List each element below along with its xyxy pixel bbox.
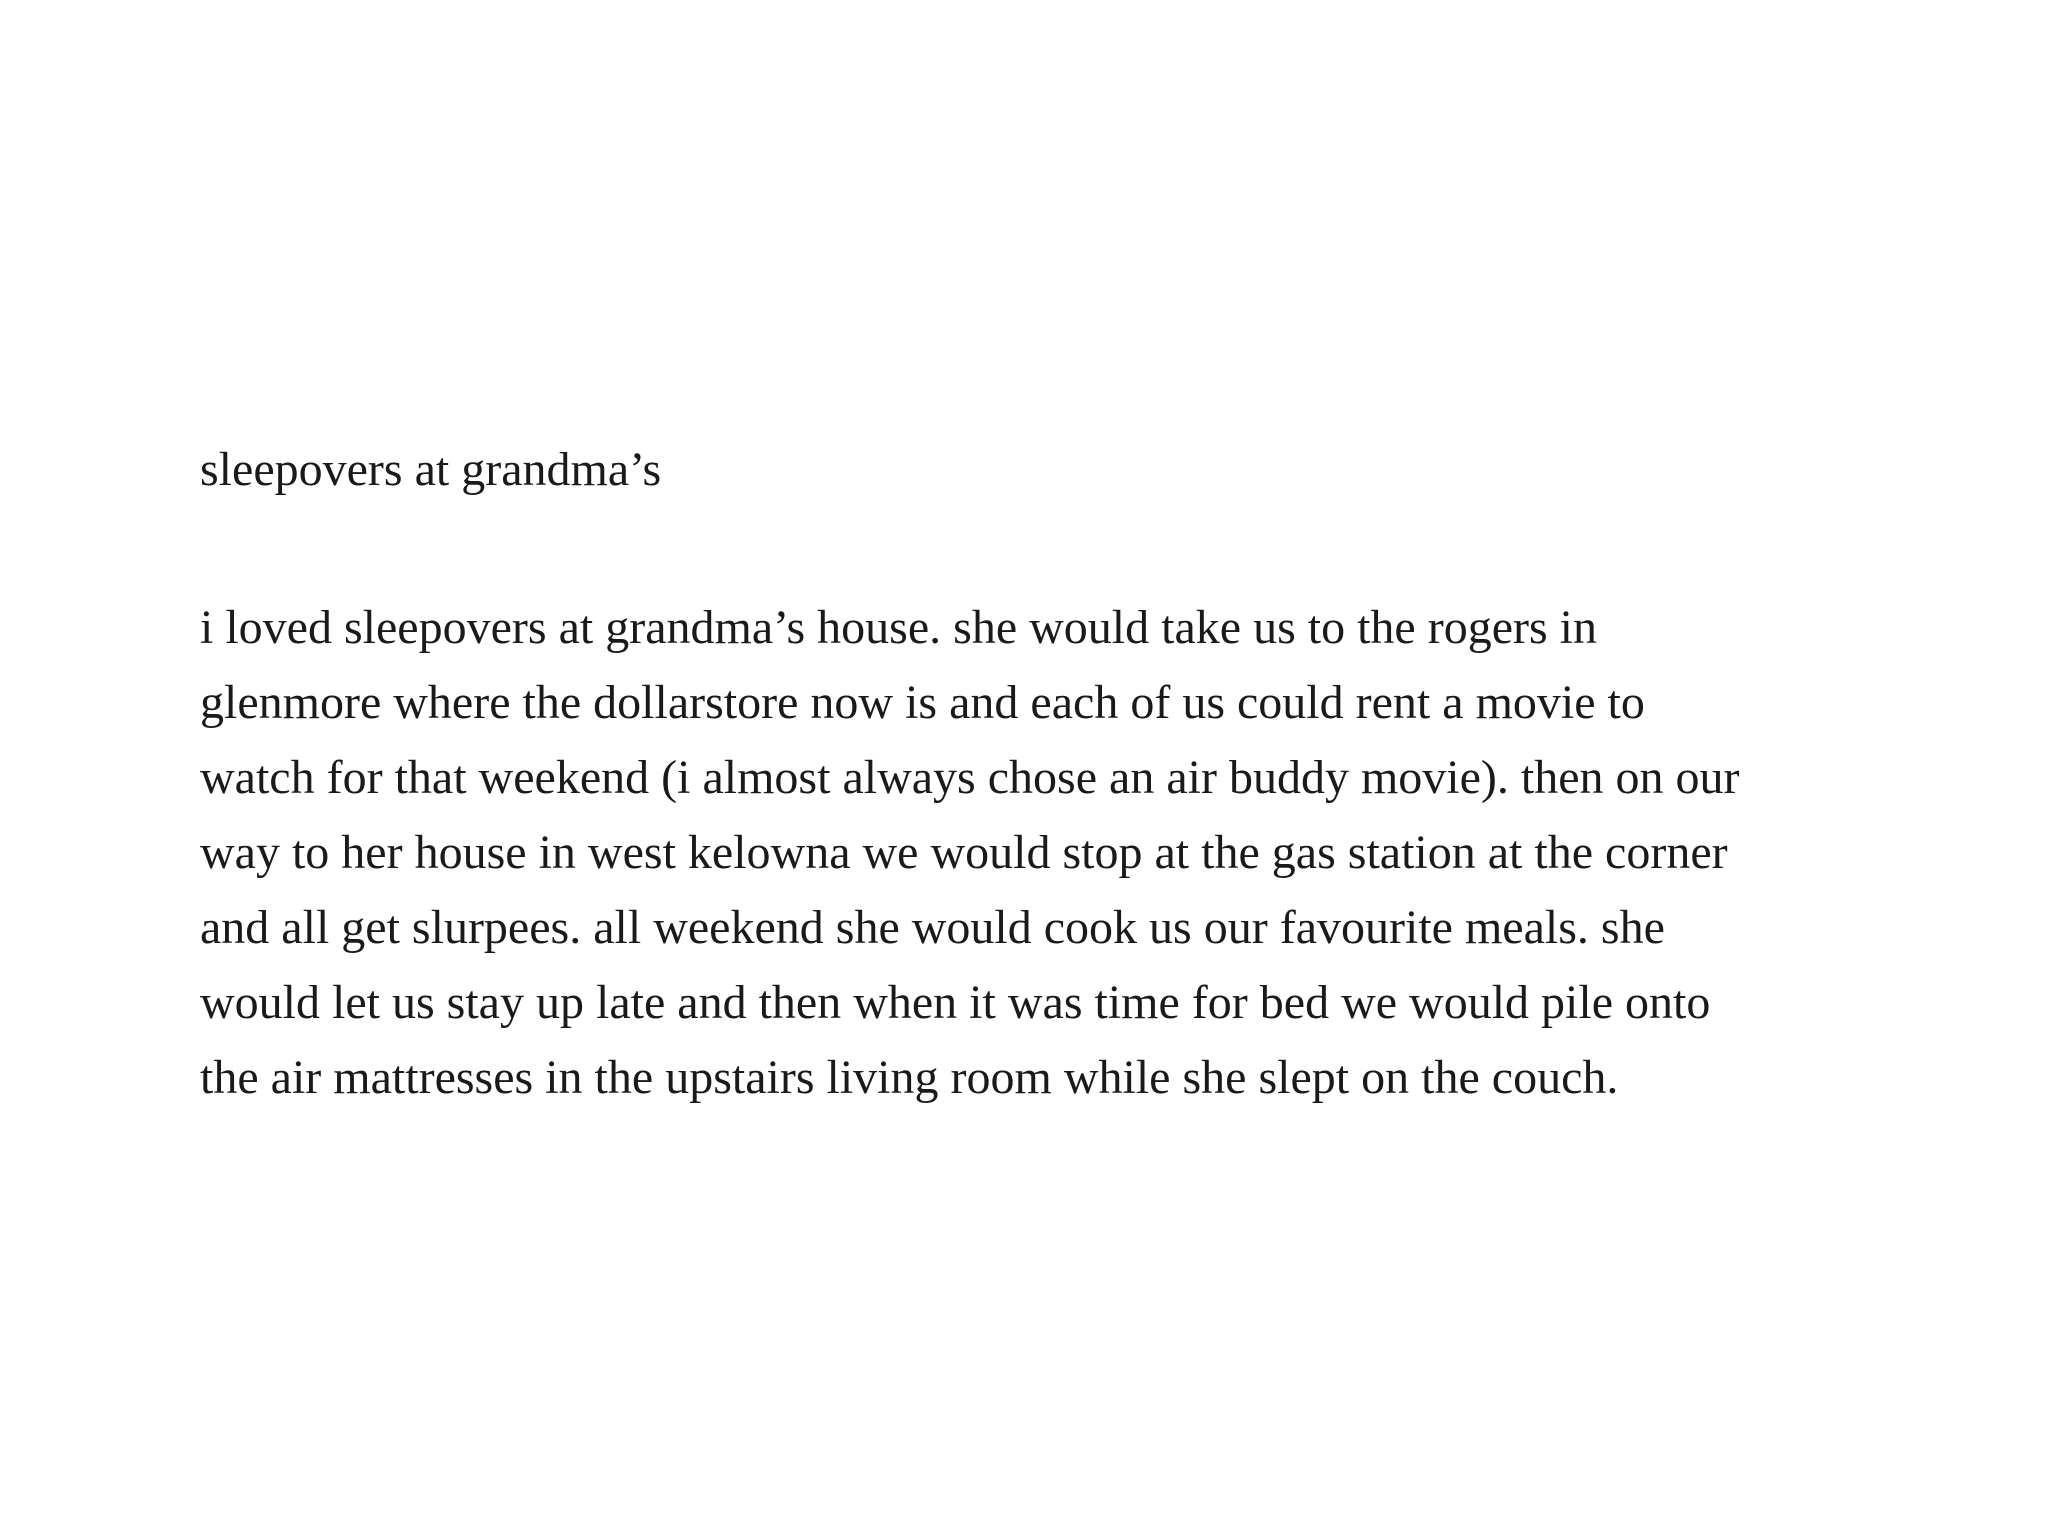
body-line-3: watch for that weekend (i almost always chose an air buddy movie). then on our <box>200 751 1740 804</box>
body-line-6: would let us stay up late and then when it was time for bed we would pile onto <box>200 976 1711 1029</box>
body-line-4: way to her house in west kelowna we would stop at the gas station at the corner <box>200 826 1728 879</box>
document-title: sleepovers at grandma’s <box>200 443 662 496</box>
document-body <box>200 590 1740 1115</box>
body-line-2: glenmore where the dollarstore now is and each of us could rent a movie to <box>200 676 1645 729</box>
body-line-1: i loved sleepovers at grandma’s house. she would take us to the rogers in <box>200 601 1598 654</box>
body-line-5: and all get slurpees. all weekend she would cook us our favourite meals. she <box>200 901 1665 954</box>
body-line-7: the air mattresses in the upstairs living room while she slept on the couch. <box>200 1051 1619 1104</box>
